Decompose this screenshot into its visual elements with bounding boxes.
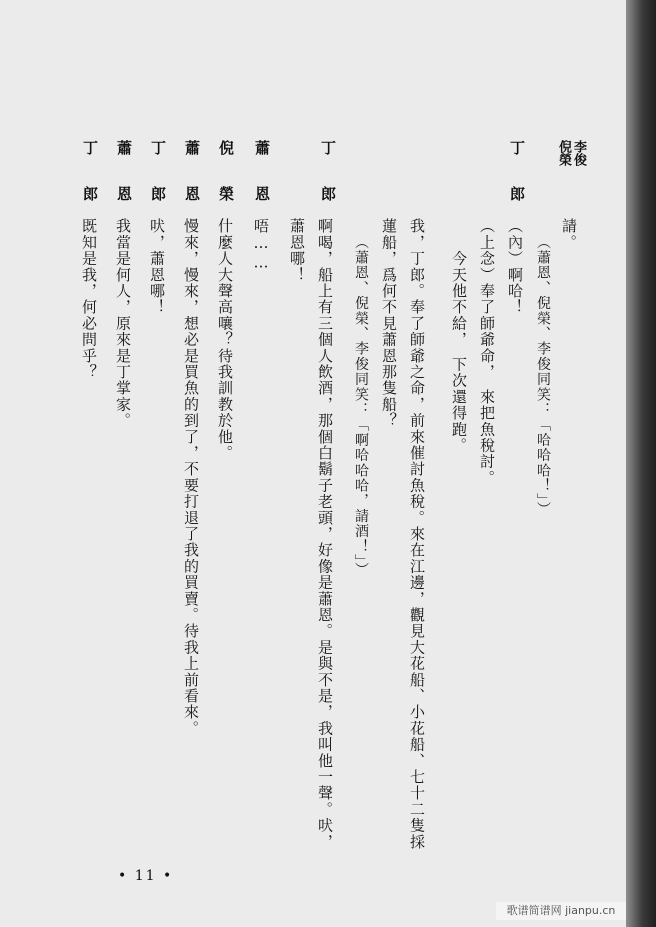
speaker-ding-lang: 丁 郎 [319, 140, 337, 209]
line-5-verse: 今天他不給， 下次還得跑。 [450, 218, 468, 454]
line-14-text: 吠，蕭恩哪！ [148, 218, 166, 316]
page-number: • 11 • [118, 868, 174, 884]
line-12-text: 什麼人大聲高嚷？待我訓教於他。 [216, 218, 234, 461]
line-15-text: 我當是何人，原來是丁掌家。 [114, 218, 132, 429]
speaker-xiao-en: 蕭 恩 [253, 140, 271, 209]
book-spine-shadow [626, 0, 656, 927]
speaker-ni-rong: 倪榮 [556, 140, 571, 166]
line-13-text: 慢來，慢來，想必是買魚的到了，不要打退了我的買賣。待我上前看來。 [182, 218, 200, 737]
speaker-xiao-en: 蕭 恩 [115, 140, 133, 209]
speaker-xiao-en: 蕭 恩 [183, 140, 201, 209]
line-3-text: （內）啊哈！ [506, 218, 524, 316]
line-16-text: 既知是我，何必問乎？ [80, 218, 98, 380]
speaker-ding-lang: 丁 郎 [81, 140, 99, 209]
line-4-verse: （上念）奉了師爺命， 來把魚稅討。 [478, 218, 496, 486]
watermark: 歌谱简谱网 jianpu.cn [496, 902, 626, 920]
speaker-li-jun: 李俊 [571, 140, 586, 166]
line-11-text: 唔…… [252, 218, 270, 273]
stage-direction-laugh-1: （蕭恩、倪榮、李俊同笑：「哈哈哈！」） [535, 235, 551, 517]
line-10-text: 蕭恩哪！ [288, 218, 306, 283]
line-7-text: 蓮船，爲何不見蕭恩那隻船？ [380, 218, 398, 429]
line-6-text: 我，丁郎。奉了師爺之命，前來催討魚稅。來在江邊，觀見大花船、小花船、七十二隻採 [408, 218, 426, 850]
line-1-text: 請。 [560, 218, 578, 251]
speaker-ding-lang: 丁 郎 [149, 140, 167, 209]
stage-direction-laugh-2: （蕭恩、倪榮、李俊同笑：「啊哈哈哈，請酒！」） [353, 235, 369, 578]
line-9-text: 啊喝，船上有三個人飲酒，那個白鬍子老頭，好像是蕭恩。是與不是，我叫他一聲。吠， [316, 218, 334, 850]
speaker-ni-rong: 倪 榮 [217, 140, 235, 209]
speaker-ding-lang: 丁 郎 [508, 140, 526, 209]
